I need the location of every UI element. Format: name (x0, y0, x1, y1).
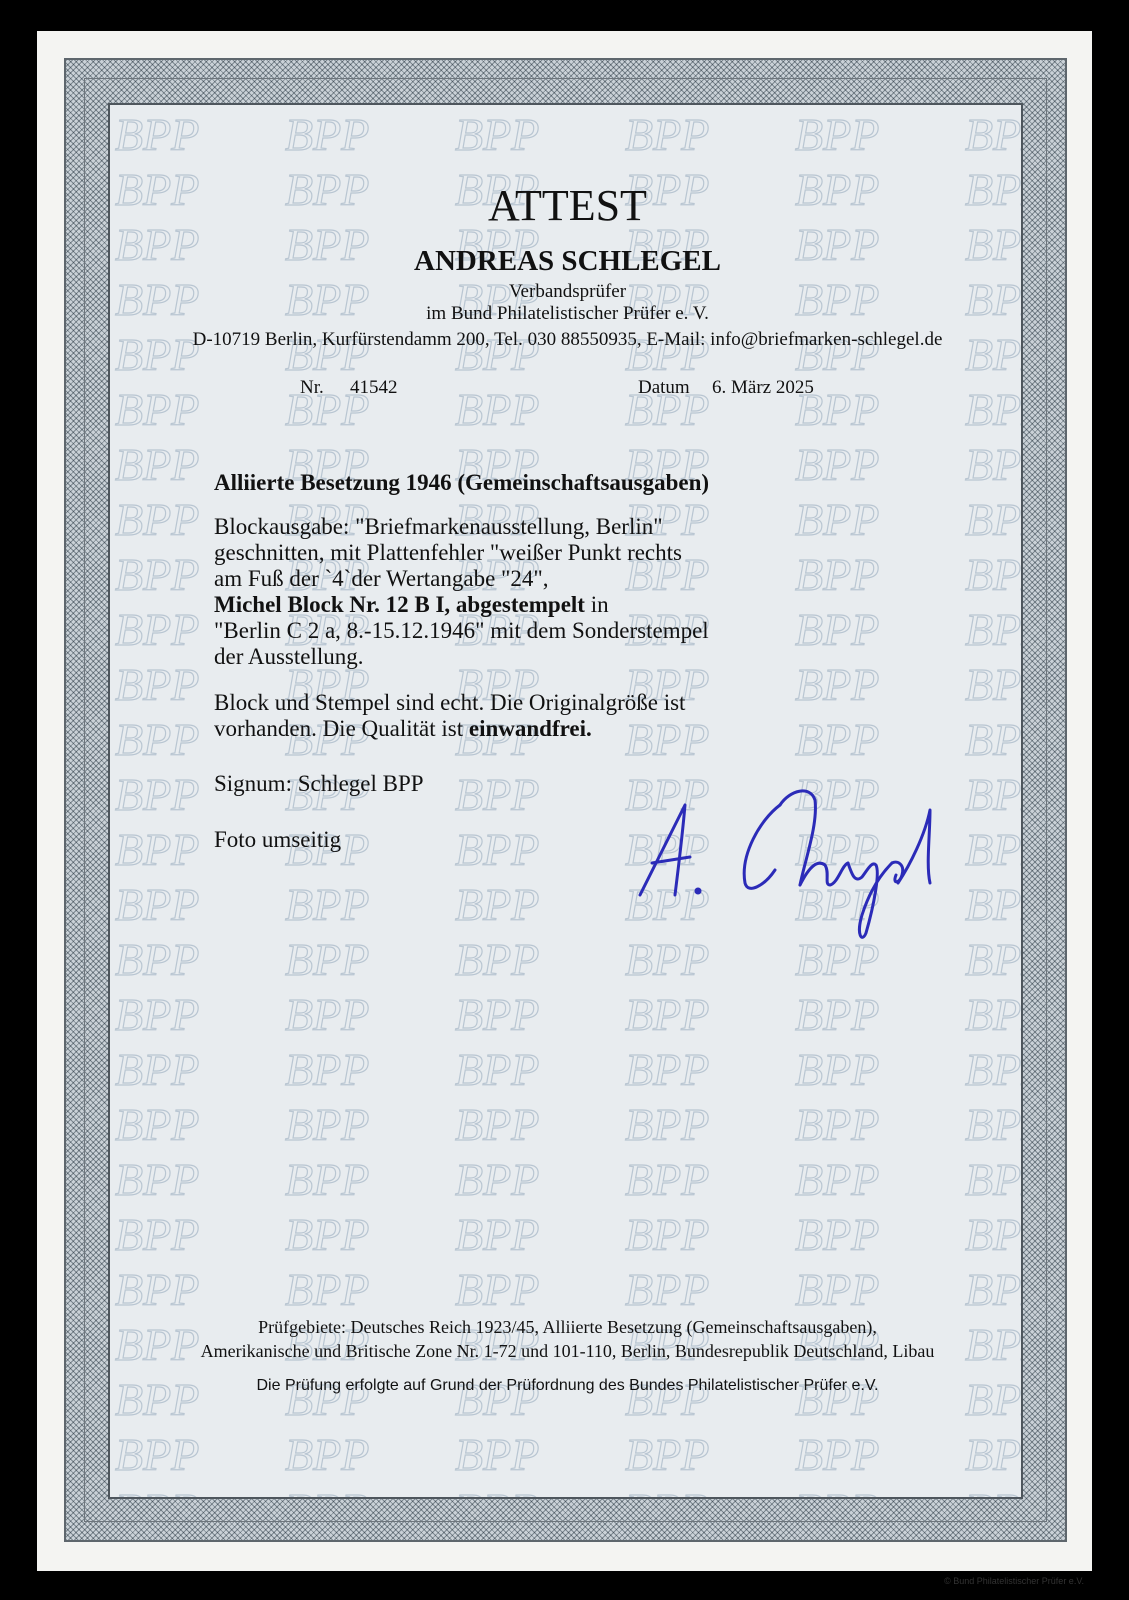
description-line: am Fuß der `4`der Wertangabe "24", (214, 566, 549, 591)
description-line: "Berlin C 2 a, 8.-15.12.1946" mit dem Sonderstempel (214, 618, 709, 643)
quality-grade: einwandfrei. (468, 716, 592, 741)
photo-note: Foto umseitig (214, 827, 342, 852)
examination-areas-line: Prüfgebiete: Deutsches Reich 1923/45, Alliierte Besetzung (Gemeinschaftsausgaben), (258, 1317, 877, 1337)
michel-number: Michel Block Nr. 12 B I, abgestempelt (214, 592, 585, 617)
document-title: ATTEST (488, 181, 647, 230)
assessment-line (214, 716, 592, 742)
description-line: Blockausgabe: "Briefmarkenausstellung, Berlin" (214, 514, 663, 539)
examiner-organization: im Bund Philatelistischer Prüfer e. V. (426, 303, 709, 324)
examiner-role: Verbandsprüfer (508, 281, 627, 302)
assessment-fragment: vorhanden. Die Qualität ist (214, 716, 469, 741)
handwritten-signature (630, 765, 950, 945)
description-line: der Ausstellung. (214, 644, 364, 669)
examiner-address: D-10719 Berlin, Kurfürstendamm 200, Tel. 030 88550935, E-Mail: info@briefmarken-schlegel.de (192, 329, 943, 350)
description-fragment: in (584, 592, 609, 617)
nr-label: Nr. (300, 377, 324, 398)
certificate-panel (108, 103, 1023, 1499)
datum-label: Datum (638, 377, 690, 398)
description-line (214, 592, 609, 618)
copyright-notice: © Bund Philatelistischer Prüfer e.V. (944, 1576, 1084, 1586)
description-line: geschnitten, mit Plattenfehler "weißer Punkt rechts (214, 540, 682, 565)
examination-areas-line: Amerikanische und Britische Zone Nr. 1-72 und 101-110, Berlin, Bundesrepublik Deutschland, Libau (200, 1341, 935, 1361)
assessment-line: Block und Stempel sind echt. Die Originalgröße ist (214, 690, 686, 715)
examiner-name: ANDREAS SCHLEGEL (414, 245, 721, 277)
stamp-category-heading: Alliierte Besetzung 1946 (Gemeinschaftsausgaben) (214, 470, 710, 495)
examination-rules-note: Die Prüfung erfolgte auf Grund der Prüfordnung des Bundes Philatelistischer Prüfer e.V. (256, 1377, 879, 1394)
signum-line: Signum: Schlegel BPP (214, 771, 424, 796)
datum-value: 6. März 2025 (712, 377, 814, 398)
nr-value: 41542 (350, 377, 398, 398)
